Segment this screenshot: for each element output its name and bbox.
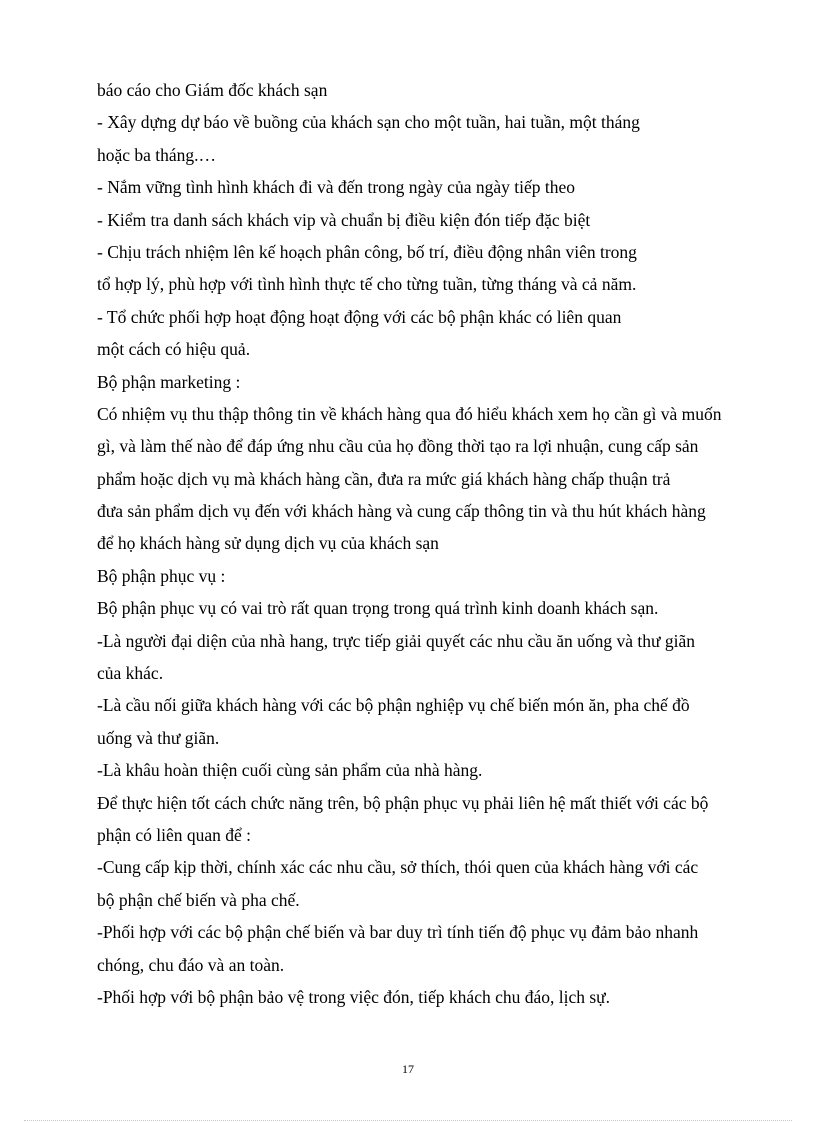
- text-line: -Là cầu nối giữa khách hàng với các bộ phận nghiệp vụ chế biến món ăn, pha chế đồ: [97, 695, 690, 716]
- text-line: - Kiểm tra danh sách khách vip và chuẩn bị điều kiện đón tiếp đặc biệt: [97, 209, 591, 230]
- text-line: Để thực hiện tốt cách chức năng trên, bộ phận phục vụ phải liên hệ mất thiết với các bộ: [97, 792, 709, 813]
- text-line: của khác.: [97, 663, 164, 684]
- text-line: gì, và làm thế nào để đáp ứng nhu cầu của họ đồng thời tạo ra lợi nhuận, cung cấp sản: [97, 436, 699, 457]
- text-line: -Là khâu hoàn thiện cuối cùng sản phẩm của nhà hàng.: [97, 760, 483, 781]
- text-line: một cách có hiệu quả.: [97, 339, 251, 360]
- text-line: để họ khách hàng sử dụng dịch vụ của khách sạn: [97, 533, 439, 554]
- text-line: -Là người đại diện của nhà hang, trực tiếp giải quyết các nhu cầu ăn uống và thư giãn: [97, 630, 695, 651]
- text-line: tổ hợp lý, phù hợp với tình hình thực tế cho từng tuần, từng tháng và cả năm.: [97, 274, 637, 295]
- page-bottom-divider: [24, 1120, 792, 1121]
- document-body: [97, 74, 797, 1013]
- text-line: phận có liên quan để :: [97, 824, 252, 845]
- text-line: -Phối hợp với các bộ phận chế biến và bar duy trì tính tiến độ phục vụ đảm bảo nhanh: [97, 922, 699, 943]
- text-line: bộ phận chế biến và pha chế.: [97, 889, 300, 910]
- page-number: 17: [402, 1062, 414, 1076]
- text-line: - Xây dựng dự báo về buồng của khách sạn cho một tuần, hai tuần, một tháng: [97, 112, 640, 133]
- text-line: uống và thư giãn.: [97, 727, 220, 748]
- text-line: -Cung cấp kịp thời, chính xác các nhu cầu, sở thích, thói quen của khách hàng với các: [97, 857, 699, 878]
- text-line: Bộ phận marketing :: [97, 371, 241, 392]
- text-line: Có nhiệm vụ thu thập thông tin về khách hàng qua đó hiểu khách xem họ cần gì và muốn: [97, 403, 722, 424]
- text-line: phẩm hoặc dịch vụ mà khách hàng cần, đưa ra mức giá khách hàng chấp thuận trả: [97, 468, 671, 489]
- text-line: báo cáo cho Giám đốc khách sạn: [97, 80, 328, 100]
- text-line: - Chịu trách nhiệm lên kế hoạch phân công, bố trí, điều động nhân viên trong: [97, 241, 637, 262]
- text-line: đưa sản phẩm dịch vụ đến với khách hàng và cung cấp thông tin và thu hút khách hàng: [97, 501, 706, 522]
- text-line: - Tổ chức phối hợp hoạt động hoạt động với các bộ phận khác có liên quan: [97, 306, 622, 327]
- text-line: - Nắm vững tình hình khách đi và đến trong ngày của ngày tiếp theo: [97, 177, 575, 198]
- text-line: hoặc ba tháng.…: [97, 144, 217, 165]
- text-line: Bộ phận phục vụ :: [97, 565, 226, 586]
- text-line: chóng, chu đáo và an toàn.: [97, 954, 285, 975]
- text-line: Bộ phận phục vụ có vai trò rất quan trọng trong quá trình kinh doanh khách sạn.: [97, 598, 659, 619]
- text-line: -Phối hợp với bộ phận bảo vệ trong việc đón, tiếp khách chu đáo, lịch sự.: [97, 986, 611, 1007]
